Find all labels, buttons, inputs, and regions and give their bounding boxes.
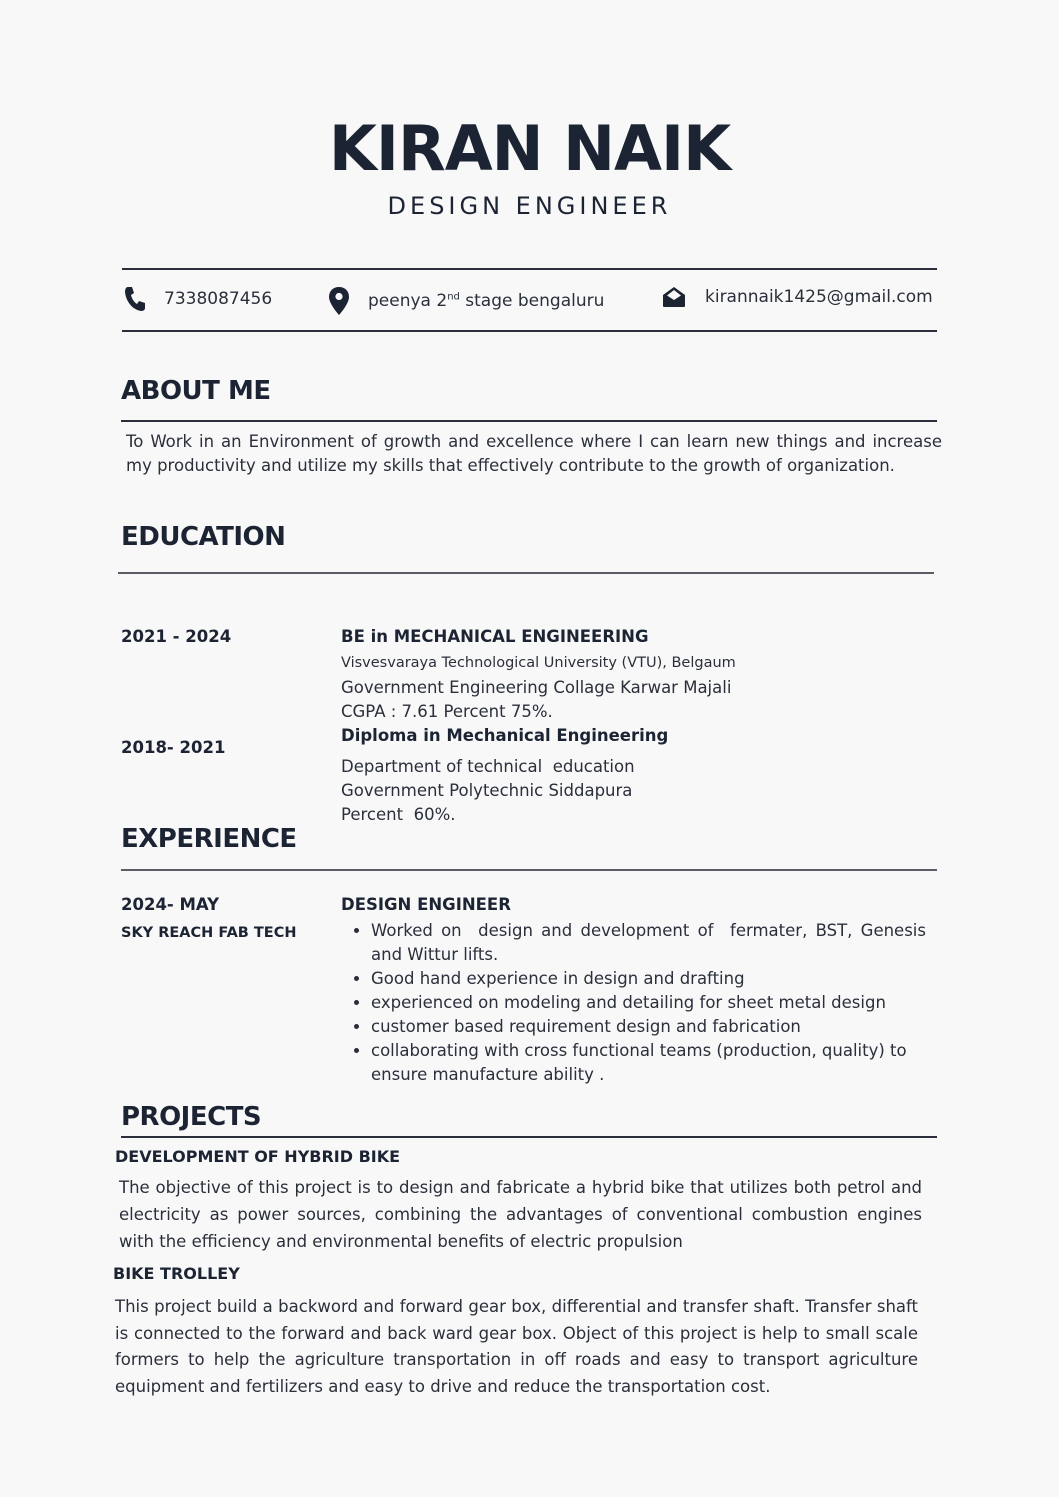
experience-heading: EXPERIENCE	[121, 824, 297, 854]
experience-bullet: • Worked on design and development of fermater, BST, Genesis and Wittur lifts.	[371, 919, 926, 967]
education-divider	[118, 572, 934, 574]
experience-bullet: • experienced on modeling and detailing for sheet metal design	[371, 991, 926, 1015]
about-divider	[121, 420, 937, 422]
experience-bullets	[341, 919, 932, 1087]
projects-heading: PROJECTS	[121, 1102, 262, 1132]
job-title: DESIGN ENGINEER	[387, 192, 672, 220]
project-description: The objective of this project is to design and fabricate a hybrid bike that utilizes both petrol and electricity as power sources, combining the advantages of conventional combustion engines with the efficiency and environmental benefits of electric propulsion	[119, 1178, 922, 1251]
project-title: DEVELOPMENT OF HYBRID BIKE	[115, 1147, 401, 1166]
location-text: peenya 2nd stage bengaluru	[368, 291, 605, 311]
experience-bullet: • collaborating with cross functional teams (production, quality) to ensure manufacture ability .	[371, 1039, 926, 1087]
education-degree: Diploma in Mechanical Engineering	[341, 726, 669, 745]
contact-top-divider	[122, 268, 937, 270]
education-college: Government Engineering Collage Karwar Majali	[341, 678, 732, 697]
experience-divider	[121, 869, 937, 871]
envelope-open-icon	[662, 286, 686, 308]
candidate-name: KIRAN NAIK	[328, 112, 731, 185]
contact-bottom-divider	[122, 330, 937, 332]
education-department: Department of technical education	[341, 757, 635, 776]
email-address[interactable]: kirannaik1425@gmail.com	[705, 287, 933, 307]
about-text: To Work in an Environment of growth and excellence where I can learn new things and increase my productivity and utilize my skills that effectively contribute to the growth of organization.	[126, 432, 942, 475]
phone-number[interactable]: 7338087456	[164, 289, 273, 309]
contact-location	[328, 286, 604, 316]
projects-divider	[121, 1136, 937, 1138]
contact-phone	[124, 286, 272, 312]
experience-company: SKY REACH FAB TECH	[121, 925, 297, 941]
education-degree: BE in MECHANICAL ENGINEERING	[341, 627, 649, 646]
experience-period: 2024- MAY	[121, 895, 220, 914]
education-score: Percent 60%.	[341, 805, 456, 824]
experience-bullet: • Good hand experience in design and drafting	[371, 967, 926, 991]
experience-bullet: • customer based requirement design and fabrication	[371, 1015, 926, 1039]
education-university: Visvesvaraya Technological University (VTU), Belgaum	[341, 655, 736, 671]
education-years: 2018- 2021	[121, 738, 226, 757]
education-heading: EDUCATION	[121, 522, 286, 552]
project-description: This project build a backword and forward gear box, differential and transfer shaft. Transfer shaft is connected to the forward and back ward gear box. Object of this project is help to small scale formers to help the agriculture transportation in off roads and easy to transport agriculture equipment and fertilizers and easy to drive and reduce the transportation cost.	[115, 1297, 918, 1396]
education-score: CGPA : 7.61 Percent 75%.	[341, 702, 553, 721]
contact-email	[662, 286, 933, 308]
experience-role: DESIGN ENGINEER	[341, 895, 511, 914]
phone-icon	[124, 286, 146, 312]
project-title: BIKE TROLLEY	[113, 1264, 240, 1283]
education-college: Government Polytechnic Siddapura	[341, 781, 633, 800]
about-heading: ABOUT ME	[121, 376, 271, 406]
education-years: 2021 - 2024	[121, 627, 232, 646]
map-pin-icon	[328, 286, 350, 316]
